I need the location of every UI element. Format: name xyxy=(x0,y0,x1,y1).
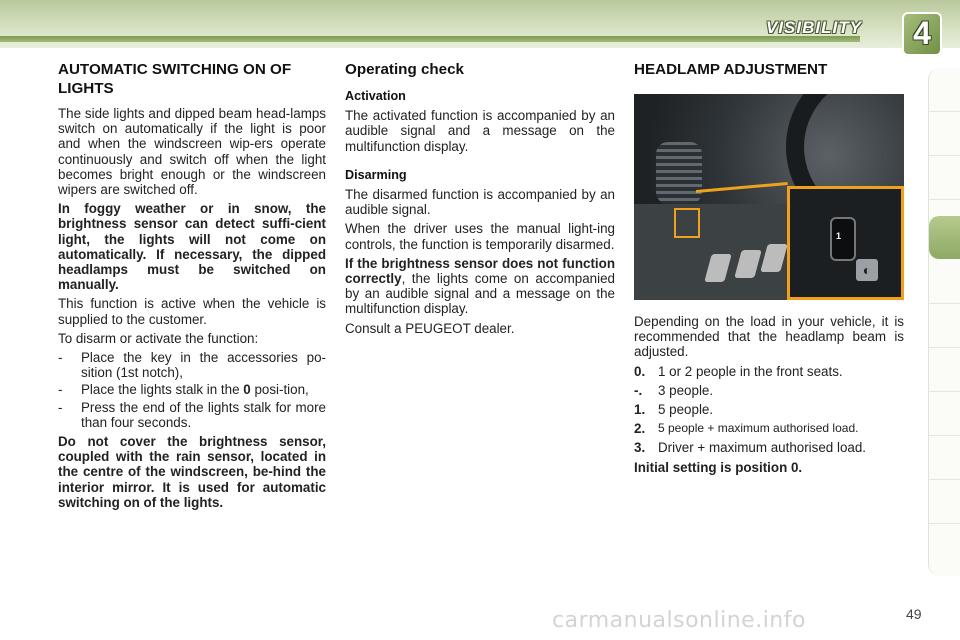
list-item: - Place the lights stalk in the 0 posi-tion, xyxy=(58,382,309,398)
headlamp-control-inset xyxy=(787,186,904,300)
section-heading: HEADLAMP ADJUSTMENT xyxy=(634,61,828,78)
adjustment-thumbwheel xyxy=(830,217,856,261)
fault-text: If the brightness sensor does not function correctly, the lights come on accompanied by an audible signal and a message on the multifunction display. xyxy=(345,255,615,317)
chapter-tab[interactable] xyxy=(929,436,960,480)
list-item: 0. 1 or 2 people in the front seats. xyxy=(634,363,843,379)
chapter-tab-active[interactable] xyxy=(929,216,960,259)
activation-heading: Activation xyxy=(345,89,406,103)
activation-text: The activated function is accompanied by an audible signal and a message on the multifunction display. xyxy=(345,108,615,154)
header-rule xyxy=(0,36,860,42)
air-vent-shape xyxy=(656,142,702,204)
chapter-tab[interactable] xyxy=(929,68,960,112)
dashboard-photo xyxy=(634,94,904,300)
headlamp-adjustment-section xyxy=(634,60,904,479)
chapter-tab[interactable] xyxy=(929,348,960,392)
switch-highlight xyxy=(674,208,700,238)
section-heading: Operating check xyxy=(345,61,465,78)
chapter-title: VISIBILITY xyxy=(766,18,862,37)
fog-warning: In foggy weather or in snow, the brightness sensor can detect suffi-cient light, the lights will not come on automatically. If necessary, the dipped headlamps must be switched on manually. xyxy=(58,201,326,293)
list-item: 1. 5 people. xyxy=(634,402,714,418)
callout-line xyxy=(696,182,788,193)
list-item: 2. 5 people + maximum authorised load. xyxy=(634,421,859,437)
disarm-steps xyxy=(58,350,326,430)
automatic-lights-section xyxy=(58,60,326,514)
initial-setting: Initial setting is position 0. xyxy=(634,459,803,475)
intro-paragraph: The side lights and dipped beam head-lamps switch on automatically if the light is poor and when the windscreen wip-ers operate continuously and switch off when the light becomes bright enough or the windscreen wipers are switched off. xyxy=(58,106,326,198)
active-note: This function is active when the vehicle is supplied to the customer. xyxy=(58,296,326,327)
chapter-tab[interactable] xyxy=(929,260,960,304)
chapter-tab[interactable] xyxy=(929,112,960,156)
page-header xyxy=(0,0,960,51)
disarming-heading: Disarming xyxy=(345,167,407,182)
page-number: 49 xyxy=(906,606,922,622)
consult-text: Consult a PEUGEOT dealer. xyxy=(345,320,515,336)
intro-paragraph: Depending on the load in your vehicle, it is recommended that the headlamp beam is adjusted. xyxy=(634,314,904,360)
disarming-text: The disarmed function is accompanied by an audible signal. xyxy=(345,187,615,218)
chapter-tab[interactable] xyxy=(929,156,960,200)
list-item: -. 3 people. xyxy=(634,382,714,398)
list-item: - Place the key in the accessories po-sition (1st notch), xyxy=(58,350,326,381)
chapter-tab[interactable] xyxy=(929,392,960,436)
sensor-warning: Do not cover the brightness sensor, coupled with the rain sensor, located in the centre of the windscreen, be-hind the interior mirror. It is used for automatic switching on of the lights. xyxy=(58,434,326,510)
list-item: - Press the end of the lights stalk for more than four seconds. xyxy=(58,399,326,430)
section-heading: AUTOMATIC SWITCHING ON OF LIGHTS xyxy=(58,61,292,97)
operating-check-section xyxy=(345,60,615,340)
chapter-badge xyxy=(902,12,942,56)
watermark: carmanualsonline.info xyxy=(552,608,806,633)
chapter-tab[interactable] xyxy=(929,304,960,348)
chapter-tab[interactable] xyxy=(929,480,960,524)
thumbwheel-label: 1 xyxy=(836,231,842,241)
settings-list xyxy=(634,364,904,456)
manual-text: When the driver uses the manual light-ing controls, the function is temporarily disarmed. xyxy=(345,221,615,252)
chapter-tabs xyxy=(928,68,960,576)
headlamp-icon: ◐ xyxy=(856,259,878,281)
chapter-number: 4 xyxy=(913,15,931,51)
disarm-intro: To disarm or activate the function: xyxy=(58,330,259,346)
list-item: 3. Driver + maximum authorised load. xyxy=(634,440,867,456)
